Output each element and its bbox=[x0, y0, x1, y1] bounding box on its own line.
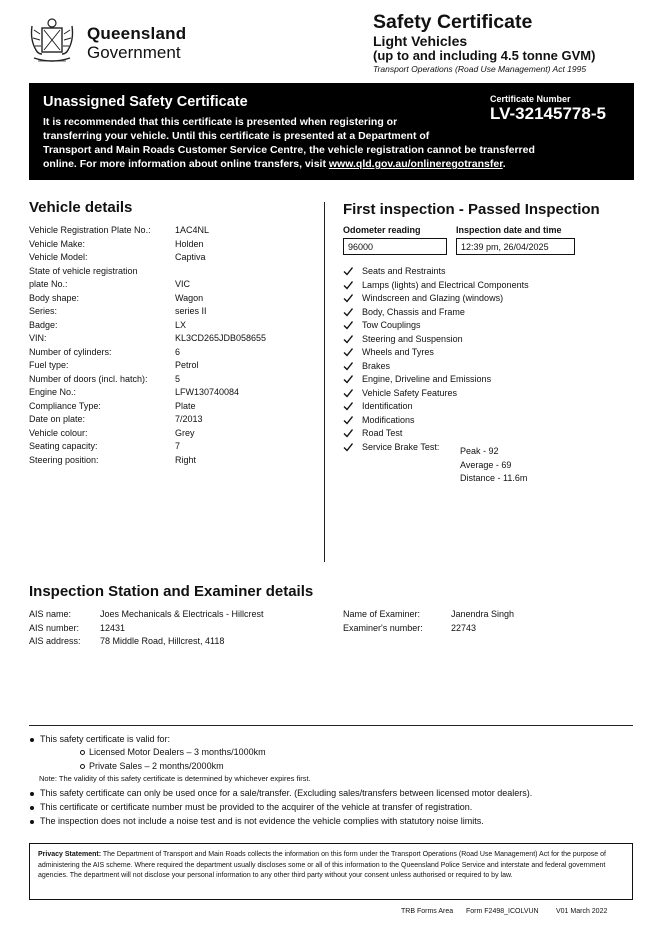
checklist-item-label: Vehicle Safety Features bbox=[362, 387, 458, 398]
footer-version: V01 March 2022 bbox=[556, 908, 608, 915]
footer-form: Form F2498_ICOLVUN bbox=[466, 908, 539, 915]
brake-average: Average - 69 bbox=[460, 459, 512, 470]
unassigned-banner bbox=[29, 83, 634, 180]
certificate-number-label: Certificate Number bbox=[490, 94, 571, 104]
vehicle-detail-label: Vehicle colour: bbox=[29, 427, 88, 438]
vehicle-detail-value: series II bbox=[175, 306, 207, 316]
note-provide bbox=[30, 801, 472, 814]
vehicle-detail-row bbox=[29, 427, 319, 441]
vehicle-detail-value: Plate bbox=[175, 400, 196, 411]
vehicle-detail-label: Number of doors (incl. hatch): bbox=[29, 373, 148, 384]
inspection-date-field: 12:39 pm, 26/04/2025 bbox=[456, 238, 575, 255]
notes-divider bbox=[29, 725, 633, 726]
vehicle-detail-row bbox=[29, 440, 319, 454]
banner-line-3: Transport and Main Roads Customer Service Centre, the vehicle registration cannot be transferred bbox=[43, 144, 535, 156]
circle-bullet-icon bbox=[80, 750, 85, 755]
vehicle-detail-row bbox=[29, 238, 319, 252]
vehicle-detail-value: Grey bbox=[175, 427, 195, 438]
vehicle-detail-label: Seating capacity: bbox=[29, 441, 98, 451]
vehicle-detail-value: Holden bbox=[175, 238, 204, 249]
circle-bullet-icon bbox=[80, 764, 85, 769]
vehicle-detail-row bbox=[29, 251, 319, 265]
act-reference: Transport Operations (Road Use Management) Act 1995 bbox=[373, 64, 587, 74]
examiner-number-label: Examiner's number: bbox=[343, 623, 423, 633]
note-provide-text: This certificate or certificate number must be provided to the acquirer of the vehicle at transfer of registration. bbox=[40, 802, 473, 812]
vehicle-detail-row bbox=[29, 305, 319, 319]
ais-name-label: AIS name: bbox=[29, 609, 72, 619]
note-noise bbox=[30, 815, 484, 828]
brake-results bbox=[460, 445, 527, 486]
banner-line-4-text: online. For more information about online transfers, visit bbox=[43, 158, 329, 170]
vehicle-detail-label: Series: bbox=[29, 306, 58, 316]
vehicle-detail-value: 7/2013 bbox=[175, 414, 203, 424]
vehicle-detail-value: 7 bbox=[175, 441, 181, 451]
checklist-item-label: Windscreen and Glazing (windows) bbox=[362, 293, 504, 303]
banner-line-2: transferring your vehicle. Until this certificate is presented at a Department of bbox=[43, 130, 430, 142]
page-subtitle-gvm: (up to and including 4.5 tonne GVM) bbox=[373, 48, 596, 63]
vehicle-detail-row bbox=[29, 454, 319, 468]
vehicle-details-title: Vehicle details bbox=[29, 199, 133, 216]
checkmark-icon bbox=[343, 415, 353, 425]
banner-period: . bbox=[502, 158, 506, 170]
vehicle-detail-row bbox=[29, 359, 319, 373]
checklist-item-label: Engine, Driveline and Emissions bbox=[362, 374, 492, 384]
checklist-item-label: Modifications bbox=[362, 414, 415, 425]
checklist-item-label: Seats and Restraints bbox=[362, 266, 446, 276]
vehicle-detail-value: VIC bbox=[175, 279, 191, 289]
vehicle-detail-label: Vehicle Model: bbox=[29, 252, 88, 262]
checkmark-icon bbox=[343, 374, 353, 384]
privacy-label: Privacy Statement: bbox=[38, 851, 102, 858]
banner-line-1: It is recommended that this certificate is presented when registering or bbox=[43, 116, 398, 128]
vehicle-detail-value: Right bbox=[175, 454, 197, 465]
vehicle-detail-label: Body shape: bbox=[29, 292, 80, 303]
examiner-label: Name of Examiner: bbox=[343, 609, 421, 619]
checkmark-icon bbox=[343, 347, 353, 357]
note-dealers bbox=[80, 746, 266, 759]
checkmark-icon bbox=[343, 401, 353, 411]
vehicle-detail-label: Steering position: bbox=[29, 454, 99, 465]
vehicle-detail-row bbox=[29, 224, 319, 238]
bullet-icon bbox=[30, 738, 34, 742]
vehicle-detail-row bbox=[29, 332, 319, 346]
checklist-item-label: Steering and Suspension bbox=[362, 333, 463, 344]
vehicle-detail-row bbox=[29, 346, 319, 360]
bullet-icon bbox=[30, 792, 34, 796]
note-valid-for-text: This safety certificate is valid for: bbox=[40, 734, 171, 744]
vehicle-detail-label: Fuel type: bbox=[29, 360, 69, 370]
note-dealers-text: Licensed Motor Dealers – 3 months/1000km bbox=[89, 747, 266, 757]
vehicle-detail-label: Vehicle Registration Plate No.: bbox=[29, 225, 151, 235]
checkmark-icon bbox=[343, 388, 353, 398]
page-title: Safety Certificate bbox=[373, 11, 533, 33]
banner-title: Unassigned Safety Certificate bbox=[43, 94, 248, 110]
odometer-field: 96000 bbox=[343, 238, 447, 255]
vehicle-detail-row bbox=[29, 319, 319, 333]
checkmark-icon bbox=[343, 361, 353, 371]
vehicle-detail-label: Badge: bbox=[29, 319, 58, 330]
online-transfer-link[interactable]: www.qld.gov.au/onlineregotransfer bbox=[328, 158, 503, 170]
ais-address-label: AIS address: bbox=[29, 636, 81, 646]
vehicle-detail-row bbox=[29, 265, 319, 279]
logo-government: Government bbox=[87, 43, 181, 62]
vehicle-detail-value: LX bbox=[175, 319, 187, 330]
vehicle-detail-label: VIN: bbox=[29, 333, 47, 343]
checklist-item-label: Lamps (lights) and Electrical Components bbox=[362, 279, 529, 290]
ais-name: Joes Mechanicals & Electricals - Hillcrest bbox=[100, 609, 264, 619]
checklist-item-label: Road Test bbox=[362, 428, 403, 438]
privacy-statement bbox=[29, 843, 633, 900]
footer-area: TRB Forms Area bbox=[401, 908, 454, 915]
checkmark-icon bbox=[343, 442, 353, 452]
vehicle-detail-row bbox=[29, 278, 319, 292]
ais-number-label: AIS number: bbox=[29, 623, 80, 633]
vehicle-detail-value: Wagon bbox=[175, 292, 204, 303]
checkmark-icon bbox=[343, 334, 353, 344]
vehicle-detail-value: Petrol bbox=[175, 360, 199, 370]
vehicle-detail-row bbox=[29, 400, 319, 414]
bullet-icon bbox=[30, 820, 34, 824]
checkmark-icon bbox=[343, 280, 353, 290]
column-divider bbox=[324, 202, 325, 562]
examiner-name: Janendra Singh bbox=[451, 609, 515, 619]
vehicle-detail-label: Compliance Type: bbox=[29, 400, 101, 411]
checklist-item-label: Body, Chassis and Frame bbox=[362, 306, 465, 317]
checklist-item-label: Wheels and Tyres bbox=[362, 347, 434, 357]
vehicle-detail-label: plate No.: bbox=[29, 279, 68, 289]
vehicle-detail-label: Vehicle Make: bbox=[29, 238, 86, 249]
checkmark-icon bbox=[343, 428, 353, 438]
ais-address: 78 Middle Road, Hillcrest, 4118 bbox=[100, 636, 225, 646]
odometer-label: Odometer reading bbox=[343, 225, 421, 235]
vehicle-detail-row bbox=[29, 373, 319, 387]
inspection-title: First inspection - Passed Inspection bbox=[343, 201, 600, 218]
vehicle-detail-label: Date on plate: bbox=[29, 414, 86, 424]
checklist-item-label: Service Brake Test: bbox=[362, 441, 440, 452]
checkmark-icon bbox=[343, 307, 353, 317]
note-private-text: Private Sales – 2 months/2000km bbox=[89, 761, 224, 771]
note-once bbox=[30, 787, 532, 800]
note-private bbox=[80, 760, 224, 773]
vehicle-detail-label: Number of cylinders: bbox=[29, 346, 112, 357]
vehicle-detail-value: LFW130740084 bbox=[175, 387, 240, 397]
queensland-crest-logo bbox=[28, 16, 76, 66]
checkmark-icon bbox=[343, 266, 353, 276]
vehicle-detail-row bbox=[29, 413, 319, 427]
note-noise-text: The inspection does not include a noise test and is not evidence the vehicle complies with statutory noise limits. bbox=[40, 816, 484, 826]
banner-line-4 bbox=[43, 157, 583, 171]
checkmark-icon bbox=[343, 293, 353, 303]
vehicle-detail-row bbox=[29, 386, 319, 400]
station-title: Inspection Station and Examiner details bbox=[29, 583, 314, 600]
vehicle-detail-label: State of vehicle registration bbox=[29, 265, 138, 276]
checkmark-icon bbox=[343, 320, 353, 330]
checklist-item-label: Identification bbox=[362, 401, 413, 411]
vehicle-detail-value: 5 bbox=[175, 373, 181, 384]
certificate-number: LV-32145778-5 bbox=[490, 104, 606, 123]
bullet-icon bbox=[30, 806, 34, 810]
ais-number: 12431 bbox=[100, 623, 126, 633]
note-once-text: This safety certificate can only be used once for a sale/transfer. (Excluding sales/transfers between licensed motor dealers). bbox=[40, 788, 533, 798]
vehicle-detail-value: Captiva bbox=[175, 252, 206, 262]
vehicle-detail-value: 6 bbox=[175, 346, 181, 357]
vehicle-detail-row bbox=[29, 292, 319, 306]
privacy-text: The Department of Transport and Main Roads collects the information on this form under the Transport Operations (Road Use Management) Act for the purpose of administering the AIS scheme. Where required the department usually discloses some or all of this information to the Queensland Police Service and interstate and federal government agencies. The department will not disclose your personal information to any other third party without your consent unless authorised or required to by law. bbox=[38, 851, 606, 879]
logo-queensland: Queensland bbox=[87, 24, 187, 43]
checklist-item-label: Tow Couplings bbox=[362, 320, 421, 330]
vehicle-detail-value: KL3CD265JDB058655 bbox=[175, 333, 267, 343]
vehicle-detail-value: 1AC4NL bbox=[175, 225, 210, 235]
validity-note: Note: The validity of this safety certificate is determined by whichever expires first. bbox=[39, 774, 311, 783]
brake-distance: Distance - 11.6m bbox=[460, 473, 528, 483]
brake-peak: Peak - 92 bbox=[460, 446, 499, 456]
page-subtitle: Light Vehicles bbox=[373, 33, 468, 49]
inspection-date-label: Inspection date and time bbox=[456, 225, 562, 235]
note-valid-for bbox=[30, 733, 170, 746]
examiner-number: 22743 bbox=[451, 623, 477, 633]
vehicle-detail-label: Engine No.: bbox=[29, 387, 77, 397]
checklist-item-label: Brakes bbox=[362, 360, 391, 371]
